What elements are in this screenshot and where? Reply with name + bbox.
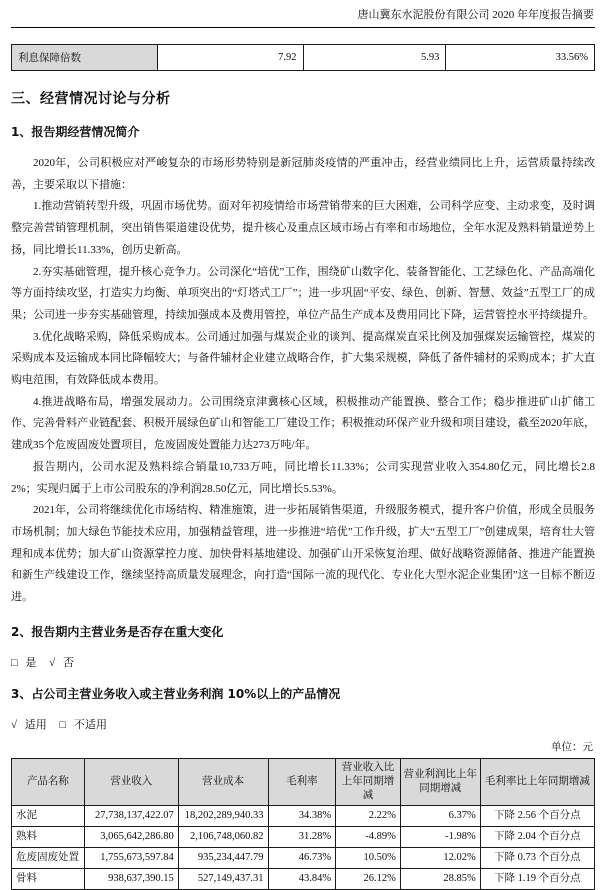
section-heading: 三、经营情况讨论与分析 bbox=[11, 91, 171, 107]
product-name-cell: 熟料 bbox=[12, 826, 85, 847]
document-title: 唐山冀东水泥股份有限公司 2020 年年度报告摘要 bbox=[357, 9, 594, 21]
value-cell: 下降 0.73 个百分点 bbox=[480, 847, 594, 868]
subsection-1-heading: 1、报告期经营情况简介 bbox=[11, 125, 140, 139]
no-label: 否 bbox=[62, 656, 74, 669]
column-header: 营业收入 bbox=[84, 758, 178, 805]
value-cell: 6.37% bbox=[400, 805, 480, 826]
value-cell: 下降 1.19 个百分点 bbox=[480, 868, 594, 889]
table-row bbox=[12, 45, 595, 71]
value-cell: -4.89% bbox=[336, 826, 401, 847]
table-row bbox=[12, 805, 595, 826]
column-header: 毛利率 bbox=[268, 758, 336, 805]
paragraph-procurement: 3.优化战略采购，降低采购成本。公司通过加强与煤炭企业的谈判、提高煤炭直采比例及加强煤炭运输管控，煤炭的采购成本及运输成本同比降幅较大；与备件辅材企业建立战略合作，扩大集采规模，降低了备件辅材的采购成本；扩大直购电范围，有效降低成本费用。 bbox=[11, 330, 595, 387]
paragraph-outlook: 2021年，公司将继续优化市场结构、精准施策，进一步拓展销售渠道，升级服务模式，提升客户价值，形成全员服务市场机制；加大绿色节能技术应用，加强精益管理，进一步推进“培优”工作升级，扩大“五型工厂”创建成果，培育壮大管理和成本优势；加大矿山资源掌控力度、加快骨料基地建设、加强矿山开采恢复治理、做好战略资源储备、推进产能置换和新生产线建设工作，继续坚持高质量发展理念，向打造“国际一流的现代化、专业化大型水泥企业集团”这一目标不断迈进。 bbox=[11, 504, 595, 604]
checkmark-icon: √ bbox=[49, 656, 56, 669]
checkbox-unchecked-icon: □ bbox=[11, 656, 18, 669]
business-overview-text bbox=[11, 153, 595, 609]
column-header: 毛利率比上年同期增减 bbox=[480, 758, 594, 805]
value-cell: 28.85% bbox=[400, 868, 480, 889]
column-header: 营业利润比上年同期增减 bbox=[400, 758, 480, 805]
value-cell: 935,234,447.79 bbox=[178, 847, 268, 868]
value-cell: 34.38% bbox=[268, 805, 336, 826]
yes-label: 是 bbox=[25, 656, 37, 669]
products-table bbox=[11, 758, 595, 890]
checkmark-icon: √ bbox=[11, 718, 18, 731]
product-name-cell: 骨料 bbox=[12, 868, 85, 889]
table-row bbox=[12, 826, 595, 847]
not-applicable-label: 不适用 bbox=[73, 718, 107, 731]
value-cell: 下降 2.56 个百分点 bbox=[480, 805, 594, 826]
subsection-2-heading: 2、报告期内主营业务是否存在重大变化 bbox=[11, 624, 224, 639]
value-cell: 下降 2.04 个百分点 bbox=[480, 826, 594, 847]
major-change-choice bbox=[11, 656, 595, 671]
table-header-row bbox=[12, 758, 595, 805]
column-header: 产品名称 bbox=[12, 758, 85, 805]
value-cell: 46.73% bbox=[268, 847, 336, 868]
value-cell: 27,738,137,422.07 bbox=[84, 805, 178, 826]
value-cell: -1.98% bbox=[400, 826, 480, 847]
value-cell: 2.22% bbox=[336, 805, 401, 826]
value-cell: 2,106,748,060.82 bbox=[178, 826, 268, 847]
change-percent-cell: 33.56% bbox=[446, 45, 595, 71]
value-cell: 527,149,437.31 bbox=[178, 868, 268, 889]
value-cell: 3,065,642,286.80 bbox=[84, 826, 178, 847]
unit-label: 单位：元 bbox=[551, 741, 593, 753]
value-cell: 18,202,289,940.33 bbox=[178, 805, 268, 826]
paragraph-results: 报告期内，公司水泥及熟料综合销量10,733万吨，同比增长11.33%；公司实现营业收入354.80亿元，同比增长2.82%；实现归属于上市公司股东的净利润28.50亿元，同比增长5.53%。 bbox=[11, 460, 595, 495]
page-header bbox=[11, 5, 595, 28]
value-cell: 12.02% bbox=[400, 847, 480, 868]
value-cell: 31.28% bbox=[268, 826, 336, 847]
paragraph-marketing: 1.推动营销转型升级，巩固市场优势。面对年初疫情给市场营销带来的巨大困难，公司科学应变、主动求变，及时调整完善营销管理机制，突出销售渠道建设优势，提升核心及重点区域市场占有率和市场地位，全年水泥及熟料销量逆势上扬，同比增长11.33%，创历史新高。 bbox=[11, 200, 595, 256]
product-name-cell: 危废固废处置 bbox=[12, 847, 85, 868]
financial-indicators-table bbox=[11, 44, 595, 71]
value-cell: 43.84% bbox=[268, 868, 336, 889]
paragraph-strategy: 4.推进战略布局，增强发展动力。公司围绕京津冀核心区域，积极推动产能置换、整合工作；稳步推进矿山扩储工作、完善骨料产业链配套、积极开展绿色矿山和智能工厂建设工作；积极推动环保产业升级和项目建设，截至2020年底，建成35个危废固废处置项目，危废固废处置能力达273万吨/年。 bbox=[11, 395, 595, 452]
subsection-3-heading: 3、占公司主营业务收入或主营业务利润 10%以上的产品情况 bbox=[11, 686, 341, 701]
table-row bbox=[12, 847, 595, 868]
product-name-cell: 水泥 bbox=[12, 805, 85, 826]
applicable-label: 适用 bbox=[24, 718, 47, 731]
value-cell: 938,637,390.15 bbox=[84, 868, 178, 889]
value-cell: 1,755,673,597.84 bbox=[84, 847, 178, 868]
indicator-label-cell: 利息保障倍数 bbox=[12, 45, 158, 71]
paragraph-management: 2.夯实基础管理，提升核心竞争力。公司深化“培优”工作，围绕矿山数字化、装备智能化、工艺绿色化、产品高端化等方面持续攻坚，打造实力均衡、单项突出的“灯塔式工厂”；进一步巩固“平安、绿色、创新、智慧、效益”五型工厂的成果；公司进一步夯实基础管理，持续加强成本及费用管控，单位产品生产成本及费用同比下降，运营管控水平持续提升。 bbox=[11, 265, 595, 321]
applicability-choice bbox=[11, 718, 595, 733]
column-header: 营业收入比上年同期增减 bbox=[336, 758, 401, 805]
checkbox-unchecked-icon: □ bbox=[59, 718, 67, 731]
prior-year-value-cell: 5.93 bbox=[303, 45, 446, 71]
value-cell: 26.12% bbox=[336, 868, 401, 889]
table-row bbox=[12, 868, 595, 889]
paragraph-overview: 2020年，公司积极应对严峻复杂的市场形势特别是新冠肺炎疫情的严重冲击，经营业绩同比上升，运营质量持续改善，主要采取以下措施： bbox=[11, 157, 595, 191]
current-year-value-cell: 7.92 bbox=[157, 45, 303, 71]
column-header: 营业成本 bbox=[178, 758, 268, 805]
value-cell: 10.50% bbox=[336, 847, 401, 868]
